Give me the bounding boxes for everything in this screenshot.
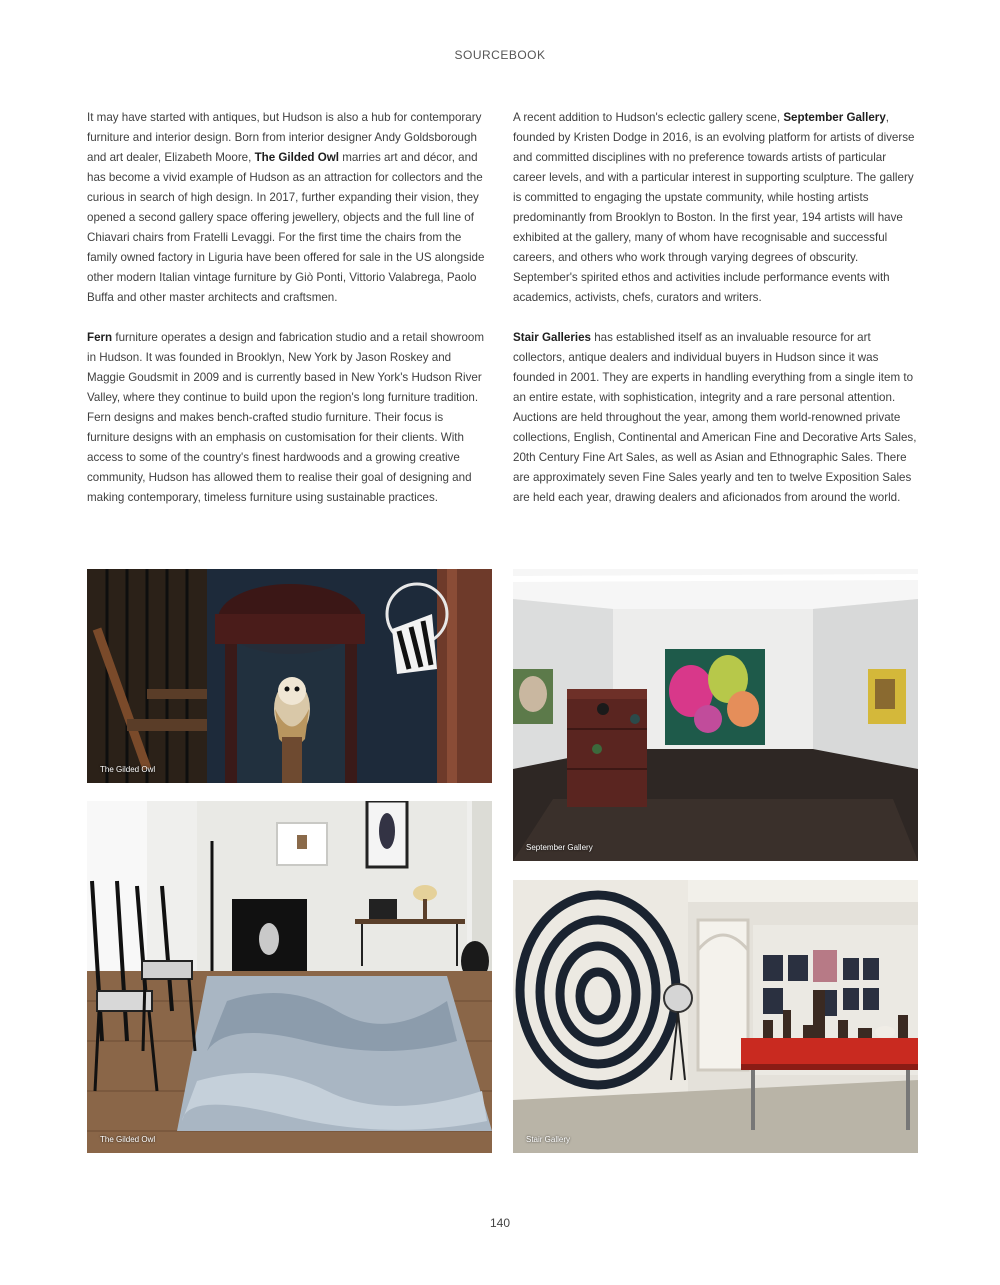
photo-caption: The Gilded Owl [100, 765, 156, 774]
venue-name: The Gilded Owl [254, 151, 339, 164]
paragraph-text: A recent addition to Hudson's eclectic gallery scene, [513, 111, 784, 124]
venue-name: September Gallery [783, 111, 886, 124]
paragraph-text: marries art and décor, and has become a vivid example of Hudson as an attraction for collectors and the curious in search of high design. In 2017, further expanding their vision, they opened a second gallery space offering jewellery, objects and the full line of Chiavari chairs from Fratelli Levaggi. For the first time the chairs from the family owned factory in Liguria have been offered for sale in the US alongside other modern Italian vintage furniture by Giò Ponti, Vittorio Valabrega, Paolo Buffa and other master architects and craftsmen. [87, 151, 485, 304]
photo-caption: Stair Gallery [526, 1135, 571, 1144]
photo-gilded-owl-interior [87, 569, 492, 783]
page-number: 140 [489, 1216, 511, 1230]
paragraph-stair-galleries [513, 328, 919, 508]
paragraph-text: has established itself as an invaluable resource for art collectors, antique dealers and individual buyers in Hudson since it was founded in 2001. They are experts in handling everything from a single item to an entire estate, with sophistication, integrity and a rare personal attention. Auctions are held throughout the year, among them world-renowned private collections, English, Continental and American Fine and Decorative Arts Sales, 20th Century Fine Art Sales, as well as Asian and Ethnographic Sales. There are approximately seven Fine Sales yearly and ten to twelve Exposition Sales are held each year, drawing dealers and aficionados from around the world. [513, 331, 917, 504]
venue-name: Fern [87, 331, 113, 344]
right-text-column [513, 108, 919, 528]
paragraph-text: furniture operates a design and fabrication studio and a retail showroom in Hudson. It was founded in Brooklyn, New York by Jason Roskey and Maggie Goudsmit in 2009 and is currently based in New York's Hudson River Valley, where they continue to build upon the region's long furniture tradition. Fern designs and makes bench-crafted studio furniture. Their focus is furniture designs with an emphasis on customisation for their clients. With access to some of the country's finest hardwoods and a growing creative community, Hudson has allowed them to realise their goal of designing and making contemporary, timeless furniture using sustainable practices. [87, 331, 484, 504]
venue-name: Stair Galleries [513, 331, 591, 344]
running-header: SOURCEBOOK [454, 48, 546, 62]
paragraph-fern [87, 328, 487, 508]
photo-september-gallery [513, 569, 918, 861]
photo-stair-gallery [513, 880, 918, 1153]
paragraph-september-gallery [513, 108, 919, 308]
paragraph-gilded-owl [87, 108, 487, 308]
photo-caption: The Gilded Owl [100, 1135, 156, 1144]
photo-caption: September Gallery [526, 843, 593, 852]
photo-gilded-owl-showroom [87, 801, 492, 1153]
paragraph-text: , founded by Kristen Dodge in 2016, is an evolving platform for artists of diverse and committed disciplines with no preference towards artists of particular career levels, and with a particular interest in supporting sculpture. The gallery is committed to engaging the upstate community, while hosting artists predominantly from Brooklyn to Boston. In the first year, 194 artists will have exhibited at the gallery, many of whom have recognisable and successful careers, and others who work through varying degrees of obscurity. September's spirited ethos and activities include performance events with academics, activists, chefs, curators and writers. [513, 111, 915, 304]
left-text-column [87, 108, 487, 528]
paragraph-text: It may have started with antiques, but Hudson is also a hub for contemporary furniture and interior design. Born from interior designer Andy Goldsborough and art dealer, Elizabeth Moore, [87, 111, 482, 164]
